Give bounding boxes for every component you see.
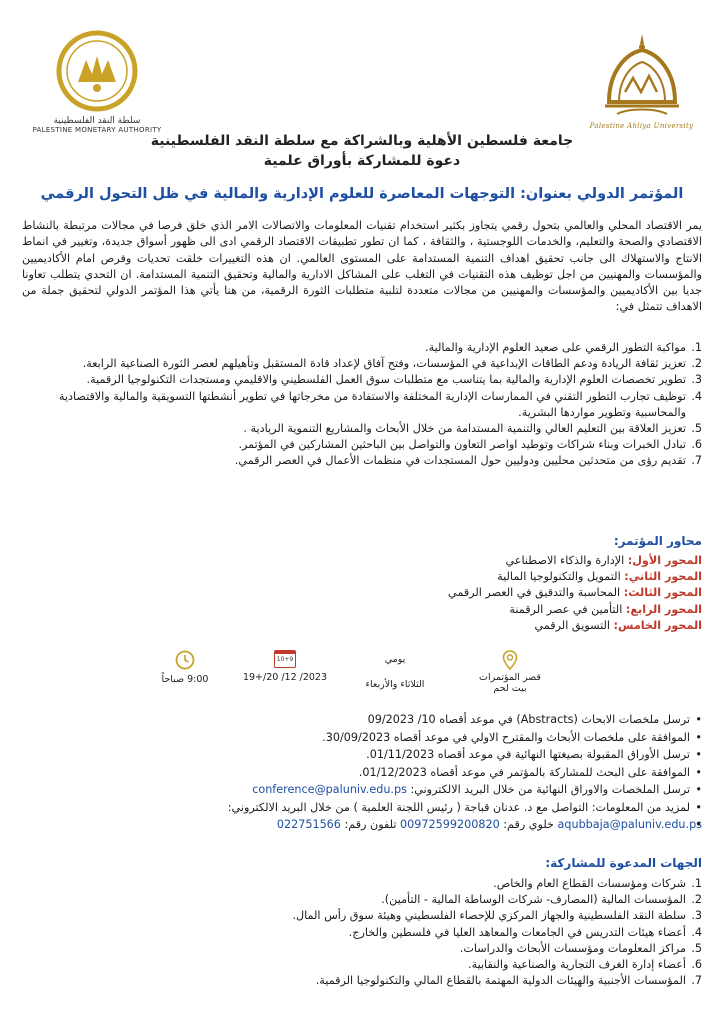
mobile-number[interactable]: 00972599200820 (400, 818, 500, 831)
mobile-label: خلوي رقم: (503, 818, 554, 831)
item-number: 1. (691, 341, 702, 354)
axis-item (448, 585, 702, 601)
item-text: المؤسسات الأجنبية والهيئات الدولية المهتمة بالقطاع المالي والتكنولوجيا الرقمية. (315, 974, 686, 988)
axis-label: المحور الخامس: (613, 618, 702, 632)
list-item (22, 372, 702, 388)
axis-item (448, 569, 702, 585)
list-item (22, 437, 702, 453)
axis-text: التمويل والتكنولوجيا المالية (497, 570, 621, 584)
item-number: 6. (691, 438, 702, 452)
item-number: 4. (691, 389, 702, 403)
list-item (22, 957, 702, 973)
time-value: 9:00 صباحاً (161, 674, 209, 685)
contact-email-link[interactable]: aqubbaja@paluniv.edu.ps (557, 818, 702, 831)
university-dome-icon (597, 30, 687, 118)
axis-label: المحور الأول: (627, 554, 702, 567)
axis-item (448, 602, 702, 618)
item-text: مواكبة التطور الرقمي على صعيد العلوم الإدارية والمالية. (425, 341, 686, 354)
contact-details (12, 816, 702, 834)
university-name-en: Palestine Ahliya University (589, 122, 694, 130)
parties-heading: الجهات المدعوة للمشاركة: (545, 856, 702, 870)
axis-label: المحور الثاني: (624, 570, 702, 584)
item-number: 7. (691, 454, 702, 468)
item-number: 7. (691, 974, 702, 988)
item-number: 6. (691, 958, 702, 972)
deadline-item: • الموافقة على ملخصات الأبحاث والمقترح الاولي في موعد أقصاه 30/09/2023. (12, 729, 702, 747)
item-text: مراكز المعلومات ومؤسسات الأبحاث والدراسات. (459, 941, 686, 955)
days-label: يومي (384, 654, 406, 665)
axis-label: المحور الثالث: (623, 586, 702, 600)
item-text: تقديم رؤى من متحدثين محليين ودوليين حول المستجدات في منظمات الأعمال في العصر الرقمي. (234, 454, 686, 468)
list-item (22, 925, 702, 941)
header-invitation-line: دعوة للمشاركة بأوراق علمية (263, 153, 461, 169)
contact-item (12, 799, 702, 817)
list-item (22, 973, 702, 989)
list-item (22, 908, 702, 924)
calendar-icon (274, 650, 296, 668)
pma-name-ar: سلطة النقد الفلسطينية (53, 116, 141, 126)
header-partnership-line: جامعة فلسطين الأهلية وبالشراكة مع سلطة النقد الفلسطينية (150, 133, 574, 149)
time-info (150, 650, 220, 685)
days-value: الثلاثاء والأربعاء (365, 679, 425, 690)
list-item (22, 941, 702, 957)
axis-item (448, 553, 702, 569)
item-text: شركات ومؤسسات القطاع العام والخاص. (493, 877, 686, 890)
axis-text: التسويق الرقمي (534, 618, 610, 632)
axis-text: الإدارة والذكاء الاصطناعي (505, 554, 625, 567)
item-number: 2. (691, 893, 702, 907)
contact-text: لمزيد من المعلومات: التواصل مع د. عدنان قباجة ( رئيس اللجنة العلمية ) من خلال البريد الالكتروني: (227, 800, 690, 814)
list-item (22, 340, 702, 356)
deadline-item: • ترسل ملخصات الابحاث (Abstracts) في موعد أقصاه 10/ 09/2023 (12, 711, 702, 729)
item-text: تعزيز العلاقة بين التعليم العالي والتنمية المستدامة من خلال الأبحاث والمشاريع التنموية الريادية . (243, 422, 686, 436)
axis-text: المحاسبة والتدقيق في العصر الرقمي (448, 586, 621, 600)
clock-icon (175, 650, 195, 670)
deadlines-list (12, 711, 702, 834)
list-item (22, 356, 702, 372)
axis-item (448, 618, 702, 634)
days-info (350, 654, 440, 690)
list-item (22, 876, 702, 892)
item-text: أعضاء إدارة الغرف التجارية والصناعية والنقابية. (468, 958, 686, 972)
submission-item (12, 781, 702, 799)
submission-email-link[interactable]: conference@paluniv.edu.ps (252, 783, 407, 796)
item-text: تعزيز ثقافة الريادة ودعم الطاقات الإبداعية في المؤسسات، وفتح آفاق لإعداد قادة المستقبل وتأهيلهم لعصر الثورة الصناعية الرابعة. (82, 357, 686, 371)
item-text: أعضاء هيئات التدريس في الجامعات والمعاهد العليا في فلسطين والخارج. (348, 925, 686, 939)
dates-value: 19+/20 /12 /2023 (242, 672, 328, 683)
item-number: 5. (691, 422, 702, 436)
item-number: 5. (691, 941, 702, 955)
axes-list (448, 553, 702, 634)
location-venue: قصر المؤتمرات (479, 672, 541, 683)
item-number: 1. (691, 877, 702, 890)
calendar-badge: 10+9 (276, 656, 294, 663)
item-number: 3. (691, 909, 702, 923)
item-text: تبادل الخبرات وبناء شراكات وتوطيد اواصر التعاون والتواصل بين الباحثين المشاركين في المؤتمر. (238, 438, 686, 452)
university-logo (589, 30, 694, 130)
item-number: 4. (691, 925, 702, 939)
parties-list (22, 876, 702, 989)
pma-name-en: PALESTINE MONETARY AUTHORITY (32, 126, 162, 134)
item-text: تطوير تخصصات العلوم الإدارية والمالية بما يتناسب مع متطلبات سوق العمل الفلسطيني والاقليمي ومستجدات التكنولوجيا الرقمية. (86, 373, 686, 387)
location-pin-icon (502, 650, 518, 670)
list-item (22, 453, 702, 469)
submission-text: ترسل الملخصات والاوراق النهائية من خلال البريد الالكتروني: (410, 783, 690, 796)
list-item (22, 389, 702, 421)
conference-title: المؤتمر الدولي بعنوان: التوجهات المعاصرة للعلوم الإدارية والمالية في ظل التحول الرقمي (40, 186, 684, 202)
axis-label: المحور الرابع: (625, 602, 702, 616)
item-number: 3. (691, 373, 702, 387)
dates-info (230, 650, 340, 683)
item-text: سلطة النقد الفلسطينية والجهاز المركزي للإحصاء الفلسطيني وهيئة سوق رأس المال. (292, 909, 686, 923)
list-item (22, 421, 702, 437)
objectives-list (22, 340, 702, 470)
location-city: بيت لحم (493, 683, 527, 694)
axis-text: التأمين في عصر الرقمنة (509, 602, 623, 616)
location-info (470, 650, 550, 694)
event-info-row (150, 650, 550, 706)
list-item (22, 892, 702, 908)
header (0, 133, 724, 169)
item-text: توظيف تجارب التطور التقني في الممارسات الإدارية المختلفة والاستفادة من مخرجاتها في تطوير أنشطتها التسويقية والمالية والاقتصادية والمحاسبية وتطوير مواردها البشرية. (58, 389, 686, 419)
intro-paragraph: يمر الاقتصاد المحلي والعالمي بتحول رقمي يتجاوز بكثير استخدام تقنيات المعلومات والاتصالات الامر الذي خلق فرصا في مجالات مرتبطة بالنشاط الاقتصادي والصحة والتعليم، والخدمات اللوجستية ، والثقافة ، كما ان تطور تطبيقات الاقتصاد الرقمي ادى الى ظهور أسواق جديدة، وتغيير في انماط الانتاج والاستهلاك الى جانب تحقيق اهداف التنمية المستدامة على المستوى العالمي. ان هذه التغييرات خلقت تحديات وفرص امام الأكاديميين والمؤسسات والمهنيين من اجل توظيف هذه التقنيات في التغلب على المشاكل الادارية والمالية وتحقيق التنمية المستدامة. ان التحدي يتطلب تعاونا جديا بين الأكاديميين والمؤسسات والمهنيين من مجالات متعددة لتلبية متطلبات الثورة الرقمية، من هنا يأتي هذا المؤتمر الدولي لتحقيق جملة من الاهداف تتمثل في: (22, 219, 702, 314)
deadline-item: • ترسل الأوراق المقبولة بصيغتها النهائية في موعد أقصاه 01/11/2023. (12, 746, 702, 764)
axes-heading: محاور المؤتمر: (613, 534, 702, 548)
phone-label: تلفون رقم: (344, 818, 397, 831)
phone-number[interactable]: 022751566 (276, 818, 341, 831)
item-text: المؤسسات المالية (المصارف- شركات الوساطة المالية - التأمين). (381, 893, 686, 907)
item-number: 2. (691, 357, 702, 371)
deadline-item: • الموافقة على البحث للمشاركة بالمؤتمر في موعد أقصاه 01/12/2023. (12, 764, 702, 782)
pma-seal-icon (56, 30, 138, 112)
pma-logo (22, 30, 172, 134)
